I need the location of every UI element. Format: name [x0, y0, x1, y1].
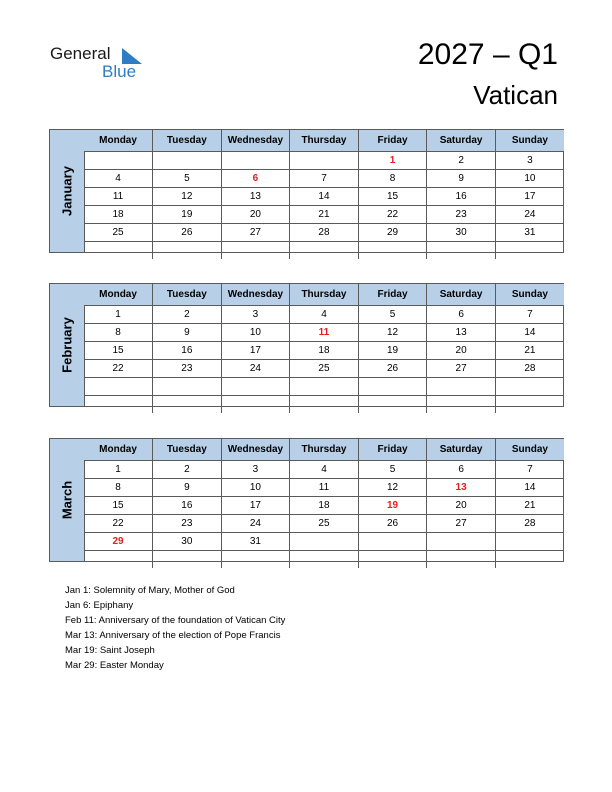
day-cell: 10: [221, 479, 290, 497]
holiday-note: Mar 29: Easter Monday: [65, 660, 164, 671]
weekday-header: Friday: [358, 130, 427, 152]
day-cell: 10: [495, 170, 564, 188]
month-name: February: [59, 317, 75, 373]
day-cell: [290, 533, 359, 551]
day-cell: 13: [427, 479, 496, 497]
day-cell: 26: [358, 360, 427, 378]
month-name: March: [59, 480, 75, 520]
day-cell: 17: [495, 188, 564, 206]
day-cell: 11: [290, 324, 359, 342]
day-cell: 12: [358, 324, 427, 342]
day-cell: [358, 551, 427, 569]
day-cell: [427, 551, 496, 569]
day-cell: 9: [153, 479, 222, 497]
day-cell: 13: [427, 324, 496, 342]
day-cell: 3: [221, 461, 290, 479]
week-row: [84, 206, 564, 224]
day-cell: [290, 396, 359, 414]
weekday-header: Wednesday: [221, 130, 290, 152]
holiday-note: Mar 13: Anniversary of the election of Pope Francis: [65, 630, 281, 641]
page-title: 2027 – Q1: [417, 38, 558, 71]
weekday-header: Saturday: [427, 439, 496, 461]
day-cell: 22: [358, 206, 427, 224]
month-label-bar: [50, 130, 85, 252]
weekday-header: Tuesday: [153, 439, 222, 461]
day-cell: 9: [153, 324, 222, 342]
day-cell: 6: [427, 306, 496, 324]
weekday-header: Sunday: [495, 130, 564, 152]
week-row: [84, 224, 564, 242]
weekday-header-row: [84, 130, 564, 152]
weekday-header: Monday: [84, 439, 153, 461]
day-cell: 2: [427, 152, 496, 170]
weekday-header: Monday: [84, 130, 153, 152]
day-cell: 4: [290, 461, 359, 479]
week-row: [84, 152, 564, 170]
week-row: [84, 461, 564, 479]
day-cell: 31: [221, 533, 290, 551]
week-row: [84, 497, 564, 515]
day-cell: 2: [153, 461, 222, 479]
holiday-note: Mar 19: Saint Joseph: [65, 645, 155, 656]
day-cell: 24: [221, 515, 290, 533]
weekday-header: Monday: [84, 284, 153, 306]
day-cell: [495, 551, 564, 569]
day-cell: 15: [358, 188, 427, 206]
weekday-header: Tuesday: [153, 130, 222, 152]
day-cell: 23: [153, 515, 222, 533]
day-cell: 22: [84, 515, 153, 533]
week-row: [84, 188, 564, 206]
logo-word-general: General: [50, 44, 111, 63]
day-cell: 14: [495, 324, 564, 342]
day-cell: 27: [427, 360, 496, 378]
day-cell: 8: [84, 479, 153, 497]
day-cell: 16: [427, 188, 496, 206]
week-row: [84, 551, 564, 569]
day-cell: 29: [84, 533, 153, 551]
weekday-header: Friday: [358, 284, 427, 306]
day-cell: [84, 396, 153, 414]
day-cell: 13: [221, 188, 290, 206]
month-block-february: [49, 283, 564, 407]
day-cell: 5: [153, 170, 222, 188]
day-cell: [221, 396, 290, 414]
day-cell: 1: [84, 461, 153, 479]
day-cell: 8: [358, 170, 427, 188]
day-cell: 30: [153, 533, 222, 551]
day-cell: 21: [495, 342, 564, 360]
day-cell: 9: [427, 170, 496, 188]
day-cell: [427, 242, 496, 260]
day-cell: 27: [221, 224, 290, 242]
day-cell: [290, 152, 359, 170]
day-cell: 25: [290, 360, 359, 378]
day-cell: 29: [358, 224, 427, 242]
day-cell: 5: [358, 306, 427, 324]
day-cell: 16: [153, 497, 222, 515]
holiday-note: Jan 1: Solemnity of Mary, Mother of God: [65, 585, 235, 596]
day-cell: 7: [495, 306, 564, 324]
month-block-january: [49, 129, 564, 253]
holiday-note: Feb 11: Anniversary of the foundation of Vatican City: [65, 615, 286, 626]
weekday-header: Thursday: [290, 130, 359, 152]
day-cell: 10: [221, 324, 290, 342]
day-cell: [358, 378, 427, 396]
day-cell: [427, 396, 496, 414]
day-cell: 6: [221, 170, 290, 188]
day-cell: [153, 242, 222, 260]
weekday-header: Saturday: [427, 284, 496, 306]
page-subtitle: Vatican: [473, 80, 558, 110]
day-cell: 23: [427, 206, 496, 224]
day-cell: 5: [358, 461, 427, 479]
day-cell: 7: [290, 170, 359, 188]
weekday-header-row: [84, 439, 564, 461]
day-cell: 11: [84, 188, 153, 206]
week-row: [84, 170, 564, 188]
day-cell: 16: [153, 342, 222, 360]
day-cell: [358, 242, 427, 260]
day-cell: 26: [358, 515, 427, 533]
day-cell: 1: [358, 152, 427, 170]
week-row: [84, 533, 564, 551]
day-cell: 20: [221, 206, 290, 224]
week-row: [84, 242, 564, 260]
day-cell: [290, 551, 359, 569]
day-cell: 19: [358, 497, 427, 515]
day-cell: 12: [358, 479, 427, 497]
day-cell: 27: [427, 515, 496, 533]
day-cell: 7: [495, 461, 564, 479]
day-cell: 2: [153, 306, 222, 324]
week-row: [84, 479, 564, 497]
day-cell: 28: [495, 515, 564, 533]
week-row: [84, 360, 564, 378]
day-cell: [221, 551, 290, 569]
day-cell: [153, 551, 222, 569]
day-cell: [221, 152, 290, 170]
day-cell: 11: [290, 479, 359, 497]
day-cell: 17: [221, 497, 290, 515]
day-cell: 24: [221, 360, 290, 378]
day-cell: 28: [290, 224, 359, 242]
holiday-notes: [65, 583, 285, 673]
day-cell: [495, 533, 564, 551]
day-cell: [84, 378, 153, 396]
weekday-header: Friday: [358, 439, 427, 461]
day-cell: 18: [290, 342, 359, 360]
day-cell: 22: [84, 360, 153, 378]
day-cell: [290, 242, 359, 260]
month-block-march: [49, 438, 564, 562]
month-table: [84, 284, 564, 413]
day-cell: 18: [84, 206, 153, 224]
week-row: [84, 378, 564, 396]
day-cell: [84, 551, 153, 569]
day-cell: 4: [290, 306, 359, 324]
month-label-bar: [50, 284, 85, 406]
day-cell: 31: [495, 224, 564, 242]
day-cell: 18: [290, 497, 359, 515]
day-cell: 15: [84, 497, 153, 515]
day-cell: [495, 378, 564, 396]
day-cell: 19: [358, 342, 427, 360]
weekday-header: Wednesday: [221, 439, 290, 461]
day-cell: [153, 396, 222, 414]
week-row: [84, 515, 564, 533]
weekday-header: Sunday: [495, 439, 564, 461]
holiday-note: Jan 6: Epiphany: [65, 600, 134, 611]
day-cell: [221, 378, 290, 396]
weekday-header-row: [84, 284, 564, 306]
day-cell: [84, 242, 153, 260]
weekday-header: Tuesday: [153, 284, 222, 306]
weekday-header: Wednesday: [221, 284, 290, 306]
day-cell: 14: [495, 479, 564, 497]
logo-word-blue: Blue: [102, 62, 137, 81]
month-table: [84, 130, 564, 259]
day-cell: 30: [427, 224, 496, 242]
generalblue-logo: [50, 44, 150, 84]
week-row: [84, 342, 564, 360]
weekday-header: Saturday: [427, 130, 496, 152]
day-cell: 15: [84, 342, 153, 360]
day-cell: 28: [495, 360, 564, 378]
day-cell: [427, 378, 496, 396]
day-cell: 25: [290, 515, 359, 533]
day-cell: 4: [84, 170, 153, 188]
day-cell: 25: [84, 224, 153, 242]
month-label-bar: [50, 439, 85, 561]
day-cell: 19: [153, 206, 222, 224]
week-row: [84, 306, 564, 324]
day-cell: [427, 533, 496, 551]
day-cell: [290, 378, 359, 396]
day-cell: [495, 242, 564, 260]
day-cell: 23: [153, 360, 222, 378]
day-cell: 21: [495, 497, 564, 515]
day-cell: 26: [153, 224, 222, 242]
day-cell: 20: [427, 342, 496, 360]
day-cell: [84, 152, 153, 170]
week-row: [84, 396, 564, 414]
day-cell: 14: [290, 188, 359, 206]
day-cell: [153, 378, 222, 396]
day-cell: 12: [153, 188, 222, 206]
day-cell: 3: [495, 152, 564, 170]
day-cell: 6: [427, 461, 496, 479]
weekday-header: Thursday: [290, 439, 359, 461]
day-cell: 20: [427, 497, 496, 515]
month-table: [84, 439, 564, 568]
day-cell: [495, 396, 564, 414]
day-cell: [221, 242, 290, 260]
day-cell: 1: [84, 306, 153, 324]
day-cell: 24: [495, 206, 564, 224]
weekday-header: Thursday: [290, 284, 359, 306]
day-cell: 21: [290, 206, 359, 224]
weekday-header: Sunday: [495, 284, 564, 306]
month-name: January: [59, 166, 75, 216]
day-cell: [358, 396, 427, 414]
day-cell: [153, 152, 222, 170]
day-cell: 8: [84, 324, 153, 342]
day-cell: 3: [221, 306, 290, 324]
week-row: [84, 324, 564, 342]
day-cell: [358, 533, 427, 551]
day-cell: 17: [221, 342, 290, 360]
